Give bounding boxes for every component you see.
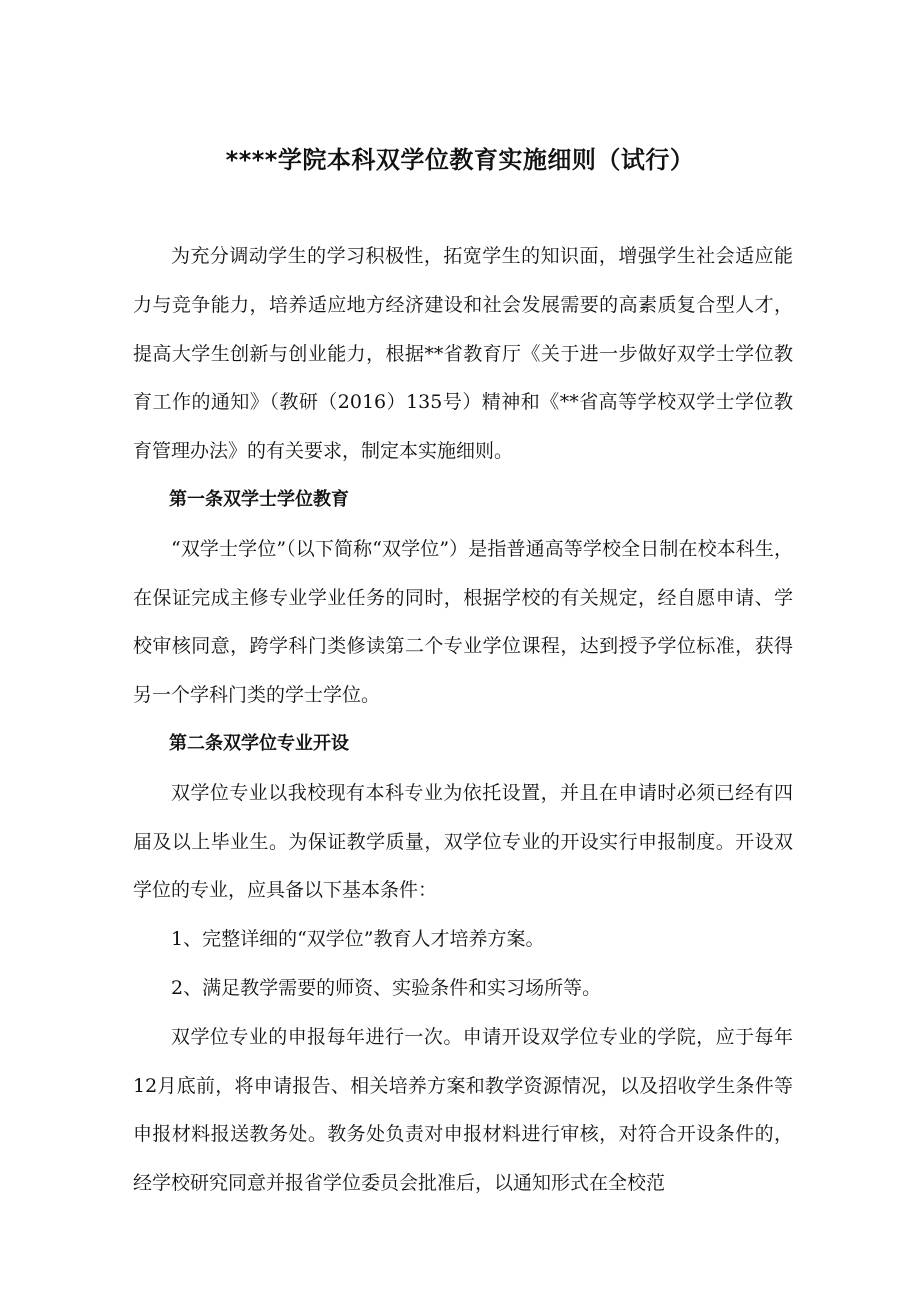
- application-paragraph: 双学位专业的申报每年进行一次。申请开设双学位专业的学院，应于每年12月底前，将申请报告、相关培养方案和教学资源情况，以及招收学生条件等申报材料报送教务处。教务处负责对申报材料进行审核，对符合开设条件的，经学校研究同意并报省学位委员会批准后，以通知形式在全校范: [133, 1025, 793, 1195]
- article-2-paragraph: 双学位专业以我校现有本科专业为依托设置，并且在申请时必须已经有四届及以上毕业生。为保证教学质量，双学位专业的开设实行申报制度。开设双学位的专业，应具备以下基本条件：: [133, 781, 793, 902]
- article-2-heading: 第二条双学位专业开设: [169, 732, 349, 754]
- condition-2-item: 2、满足教学需要的师资、实验条件和实习场所等。: [171, 976, 602, 999]
- condition-1-item: 1、完整详细的“双学位”教育人才培养方案。: [171, 928, 545, 951]
- article-1-paragraph: “双学士学位”（以下简称“双学位”）是指普通高等学校全日制在校本科生，在保证完成主修专业学业任务的同时，根据学校的有关规定，经自愿申请、学校审核同意，跨学科门类修读第二个专业学位课程，达到授予学位标准，获得另一个学科门类的学士学位。: [133, 537, 793, 707]
- document-title: ****学院本科双学位教育实施细则（试行）: [225, 146, 695, 174]
- article-1-heading: 第一条双学士学位教育: [169, 488, 349, 510]
- intro-paragraph: 为充分调动学生的学习积极性，拓宽学生的知识面，增强学生社会适应能力与竞争能力，培养适应地方经济建设和社会发展需要的高素质复合型人才，提高大学生创新与创业能力，根据**省教育厅《关于进一步做好双学士学位教育工作的通知》（教研（2016）135号）精神和《**省高等学校双学士学位教育管理办法》的有关要求，制定本实施细则。: [133, 245, 793, 463]
- document-body: [133, 232, 793, 1208]
